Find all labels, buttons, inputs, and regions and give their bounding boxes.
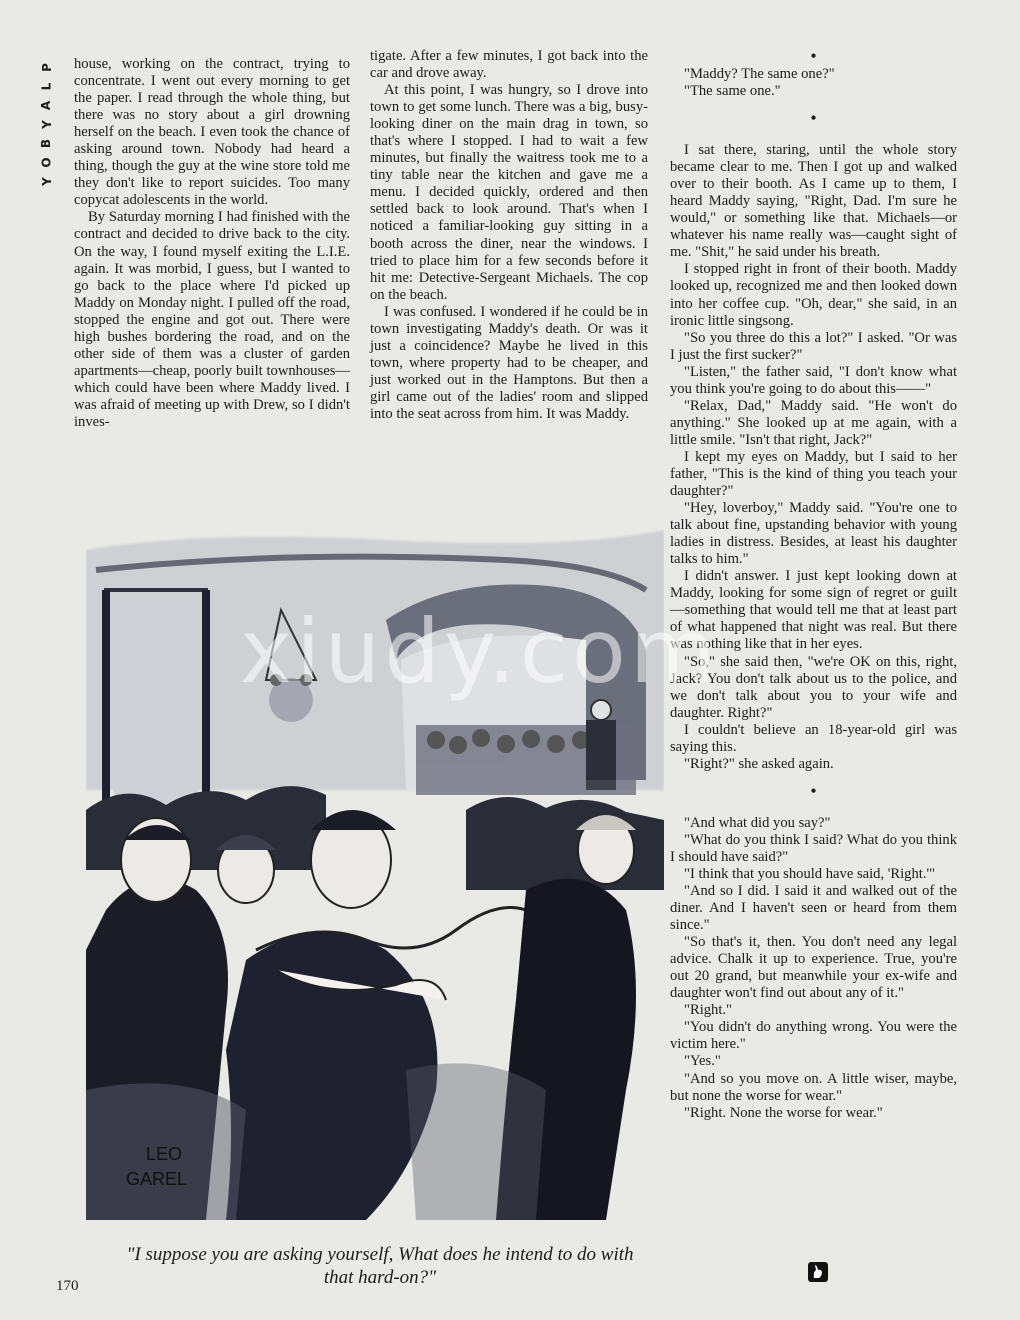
paragraph: "So you three do this a lot?" I asked. "Or was I just the first sucker?": [670, 329, 957, 363]
masthead-letter: O: [39, 157, 54, 168]
paragraph: By Saturday morning I had finished with the contract and decided to drive back to the city. On the way, I found myself exiting the L.I.E. again. It was morbid, I guess, but I wanted to go back to the place where I'd picked up Maddy on Monday night. I pulled off the road, stopped the engine and got out. There were high bushes bordering the road, and on the other side of them was a cluster of garden apartments—cheap, poorly built townhouses—which could have been where Maddy lived. I was afraid of meeting up with Drew, so I didn't inves-: [74, 209, 350, 430]
text-column-2: [370, 48, 648, 423]
paragraph: "Right. None the worse for wear.": [684, 1104, 883, 1121]
paragraph: "So," she said then, "we're OK on this, right, Jack? You don't talk about us to the police, and we don't talk about you to your wife and daughter. Right?": [670, 653, 957, 721]
paragraph: "Right?" she asked again.: [684, 755, 834, 772]
playboy-rabbit-icon: [808, 1262, 828, 1282]
paragraph: "Maddy? The same one?": [684, 66, 835, 82]
masthead-letter: P: [39, 63, 54, 72]
paragraph: tigate. After a few minutes, I got back into the car and drove away.: [370, 48, 648, 82]
illustration-caption: "I suppose you are asking yourself, What does he intend to do with that hard-on?": [126, 1244, 634, 1288]
page-number: 170: [56, 1278, 79, 1294]
masthead-letter: L: [39, 82, 54, 91]
paragraph: I kept my eyes on Maddy, but I said to her father, "This is the kind of thing you teach your daughter?": [670, 448, 957, 500]
watermark: xiudy.com: [240, 600, 720, 703]
paragraph: "What do you think I said? What do you think I should have said?": [670, 831, 957, 865]
paragraph: house, working on the contract, trying to concentrate. I went out every morning to get the paper. I read through the whole thing, but there was no story about a girl drowning herself on the beach. I even took the chance of asking around town. Nobody had heard a thing, though the guy at the wine store told me they don't like to report suicides. Too many copycat adolescents in the world.: [74, 56, 350, 209]
artist-signature-line2: GAREL: [126, 1169, 188, 1189]
masthead: [38, 58, 56, 191]
paragraph: "And so you move on. A little wiser, maybe, but none the worse for wear.": [670, 1070, 957, 1104]
masthead-letter: Y: [39, 177, 54, 186]
section-break-dot: •: [810, 46, 817, 66]
paragraph: I was confused. I wondered if he could be in town investigating Maddy's death. Or was it just a coincidence? Maybe he lived in this town, where property had to be cheaper, and just worked out in the Hamptons. But then a girl came out of the ladies' room and slipped into the seat across from him. It was Maddy.: [370, 303, 648, 422]
artist-signature-line1: LEO: [146, 1144, 183, 1164]
masthead-letter: A: [39, 100, 54, 111]
paragraph: "The same one.": [684, 83, 781, 100]
masthead-letter: B: [39, 138, 54, 149]
paragraph: "Yes.": [684, 1053, 721, 1070]
paragraph: I didn't answer. I just kept looking down at Maddy, looking for some sign of regret or guilt—something that would tell me that at least part of what happened that night was real. But there was nothing like that in her eyes.: [670, 568, 957, 653]
paragraph: "And what did you say?": [684, 814, 831, 831]
paragraph: "So that's it, then. You don't need any legal advice. Chalk it up to experience. True, you're out 20 grand, but meanwhile your ex-wife and daughter won't find out about any of it.": [670, 934, 957, 1002]
paragraph: "You didn't do anything wrong. You were the victim here.": [670, 1019, 957, 1053]
section-break-dot: •: [810, 108, 817, 129]
paragraph: "And so I did. I said it and walked out of the diner. And I haven't seen or heard from them since.": [670, 883, 957, 934]
paragraph: "Right.": [684, 1002, 732, 1019]
paragraph: I sat there, staring, until the whole story became clear to me. Then I got up and walked over to their booth. As I came up to them, I heard Maddy saying, "Right, Dad. I'm sure he would," or something like that. Michaels—or whatever his name really was—caught sight of me. "Shit," he said under his breath.: [670, 142, 957, 261]
paragraph: At this point, I was hungry, so I drove into town to get some lunch. There was a big, busy-looking diner on the main drag in town, so that's where I stopped. I had to wait a few minutes, but finally the waitress took me to a tiny table near the kitchen and gave me a menu. I decided quickly, ordered and then settled back to look around. That's when I noticed a familiar-looking guy sitting in a booth across the diner, near the windows. I tried to place him for a few seconds before it hit me: Detective-Sergeant Michaels. The cop on the beach.: [370, 82, 648, 303]
paragraph: "Listen," the father said, "I don't know what you think you're going to do about this——": [670, 363, 957, 397]
paragraph: I stopped right in front of their booth. Maddy looked up, recognized me and then looked down into her coffee cup. "Oh, dear," she said, in an ironic little singsong.: [670, 261, 957, 329]
paragraph: "I think that you should have said, 'Right.'": [684, 865, 936, 882]
paragraph: "Hey, loverboy," Maddy said. "You're one to talk about fine, upstanding behavior with young ladies in distress. Besides, at least his daughter talks to him.": [670, 500, 957, 568]
paragraph: "Relax, Dad," Maddy said. "He won't do anything." She looked up at me again, with a little smile. "Isn't that right, Jack?": [670, 397, 957, 448]
paragraph: I couldn't believe an 18-year-old girl was saying this.: [670, 721, 957, 755]
text-column-1: [74, 56, 350, 431]
masthead-letter: Y: [39, 120, 54, 129]
text-column-3: [670, 46, 957, 1122]
section-break-dot: •: [810, 780, 817, 801]
